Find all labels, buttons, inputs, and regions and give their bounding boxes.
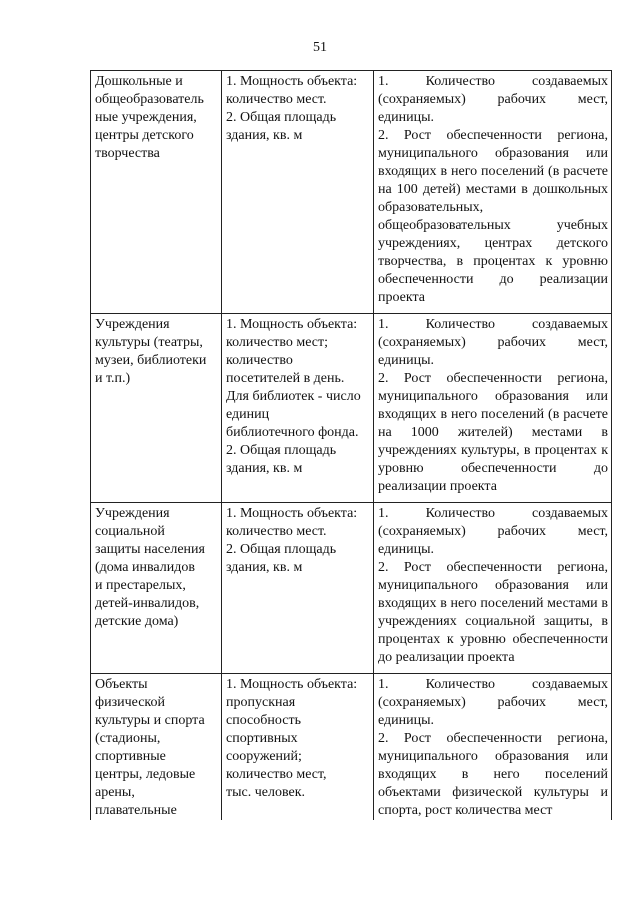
text-line: детей-инвалидов, xyxy=(95,596,200,611)
text-line: физической xyxy=(95,695,165,710)
text-line: творчества xyxy=(95,146,160,161)
facility-type-cell xyxy=(91,71,222,314)
text-line: культуры (театры, xyxy=(95,335,203,350)
text-line: сооружений; xyxy=(226,749,302,764)
text-line: посетителей в день. xyxy=(226,371,345,386)
table-row xyxy=(91,314,612,503)
indicators-cell xyxy=(374,314,612,503)
facility-type-cell xyxy=(91,674,222,821)
text-line: Объекты xyxy=(95,677,148,692)
text-line: тыс. человек. xyxy=(226,785,306,800)
indicator-paragraph: 1. Количество создаваемых (сохраняемых) рабочих мест, единицы. xyxy=(378,317,608,368)
text-line: 2. Общая площадь xyxy=(226,542,337,557)
indicators-cell xyxy=(374,674,612,821)
capacity-cell xyxy=(222,674,374,821)
text-line: детские дома) xyxy=(95,614,179,629)
text-line: Для библиотек - число xyxy=(226,389,361,404)
text-line: спортивные xyxy=(95,749,166,764)
text-line: количество мест; xyxy=(226,335,328,350)
table-row xyxy=(91,674,612,821)
text-line: единиц xyxy=(226,407,270,422)
text-line: защиты населения xyxy=(95,542,205,557)
text-line: 1. Мощность объекта: xyxy=(226,506,358,521)
text-line: здания, кв. м xyxy=(226,560,303,575)
text-line: количество xyxy=(226,353,293,368)
text-line: 2. Общая площадь xyxy=(226,443,337,458)
text-line: ные учреждения, xyxy=(95,110,197,125)
facilities-table xyxy=(90,70,612,820)
text-line: культуры и спорта xyxy=(95,713,205,728)
text-line: центры, ледовые xyxy=(95,767,196,782)
table-row xyxy=(91,503,612,674)
text-line: Дошкольные и xyxy=(95,74,183,89)
text-line: спортивных xyxy=(226,731,298,746)
text-line: 1. Мощность объекта: xyxy=(226,74,358,89)
indicator-paragraph: 2. Рост обеспеченности региона, муниципального образования или входящих в него поселений объектами физической культуры и спорта, рост количества мест xyxy=(378,731,608,818)
indicators-cell xyxy=(374,71,612,314)
page-number: 51 xyxy=(313,40,327,55)
text-line: центры детского xyxy=(95,128,194,143)
text-line: (стадионы, xyxy=(95,731,161,746)
facility-type-cell xyxy=(91,503,222,674)
capacity-cell xyxy=(222,71,374,314)
text-line: и т.п.) xyxy=(95,371,131,386)
text-line: Учреждения xyxy=(95,317,170,332)
text-line: 1. Мощность объекта: xyxy=(226,317,358,332)
indicator-paragraph: 2. Рост обеспеченности региона, муниципального образования или входящих в него поселений (в расчете на 1000 жителей) местами в учреждениях культуры, в процентах к уровню обеспеченности до реализации проекта xyxy=(378,371,608,494)
text-line: 2. Общая площадь xyxy=(226,110,337,125)
table-row xyxy=(91,71,612,314)
indicators-cell xyxy=(374,503,612,674)
text-line: Учреждения xyxy=(95,506,170,521)
text-line: общеобразователь xyxy=(95,92,204,107)
text-line: музеи, библиотеки xyxy=(95,353,207,368)
indicator-paragraph: 1. Количество создаваемых (сохраняемых) рабочих мест, единицы. xyxy=(378,506,608,557)
text-line: здания, кв. м xyxy=(226,128,303,143)
indicator-paragraph: 1. Количество создаваемых (сохраняемых) рабочих мест, единицы. xyxy=(378,677,608,728)
capacity-cell xyxy=(222,314,374,503)
indicator-paragraph: 1. Количество создаваемых (сохраняемых) рабочих мест, единицы. xyxy=(378,74,608,125)
text-line: социальной xyxy=(95,524,165,539)
text-line: арены, xyxy=(95,785,135,800)
text-line: количество мест, xyxy=(226,767,327,782)
text-line: библиотечного фонда. xyxy=(226,425,359,440)
indicator-paragraph: 2. Рост обеспеченности региона, муниципального образования или входящих в него поселений (в расчете на 100 детей) местами в дошкольных образовательных, общеобразовательных учебных учреждениях, центрах детского творчества, в процентах к уровню обеспеченности до реализации проекта xyxy=(378,128,608,305)
text-line: плавательные xyxy=(95,803,177,818)
facility-type-cell xyxy=(91,314,222,503)
text-line: пропускная xyxy=(226,695,296,710)
capacity-cell xyxy=(222,503,374,674)
text-line: способность xyxy=(226,713,301,728)
text-line: (дома инвалидов xyxy=(95,560,195,575)
text-line: здания, кв. м xyxy=(226,461,303,476)
indicator-paragraph: 2. Рост обеспеченности региона, муниципального образования или входящих в него поселений местами в учреждениях социальной защиты, в процентах к уровню обеспеченности до реализации проекта xyxy=(378,560,608,665)
text-line: 1. Мощность объекта: xyxy=(226,677,358,692)
text-line: количество мест. xyxy=(226,524,327,539)
text-line: количество мест. xyxy=(226,92,327,107)
text-line: и престарелых, xyxy=(95,578,186,593)
